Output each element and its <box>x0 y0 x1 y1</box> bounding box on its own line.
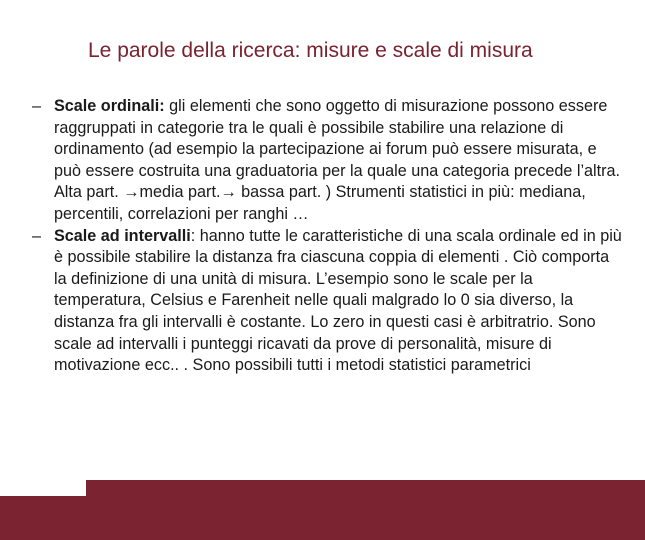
bullet-item-interval-scales <box>28 226 624 377</box>
bullet-text: : hanno tutte le caratteristiche di una scala ordinale ed in più è possibile stabilire la distanza fra ciascuna coppia di elementi . Ciò comporta la definizione di una unità di misura. L’esempio sono le scale per la temperatura, Celsius e Farenheit nelle quali malgrado lo 0 sia diverso, la distanza fra gli intervalli è costante. Lo zero in questi casi è arbitratrio. Sono scale ad intervalli i punteggi ricavati da prove di personalità, misure di motivazione ecc.. . Sono possibili tutti i metodi statistici parametrici <box>54 226 622 375</box>
slide-title: Le parole della ricerca: misure e scale di misura <box>88 39 533 62</box>
footer-band <box>0 480 645 540</box>
bullet-item-ordinal-scales <box>28 96 624 226</box>
bullet-dash: – <box>32 226 42 245</box>
bullet-heading: Scale ordinali: <box>54 97 165 115</box>
bullet-heading: Scale ad intervalli <box>54 226 191 245</box>
bullet-list <box>28 96 624 377</box>
bullet-dash: – <box>32 97 42 115</box>
footer-notch <box>0 480 86 496</box>
bullet-text: gli elementi che sono oggetto di misurazione possono essere raggruppati in categorie tra le quali è possibile stabilire una relazione di ordinamento (ad esempio la partecipazione ai forum può essere misurata, e può essere costruita una graduatoria per la quale una categoria precede l’altra. Alta part. →media part.→ bassa part. ) Strumenti statistici in più: mediana, percentili, correlazioni per ranghi … <box>54 97 621 223</box>
